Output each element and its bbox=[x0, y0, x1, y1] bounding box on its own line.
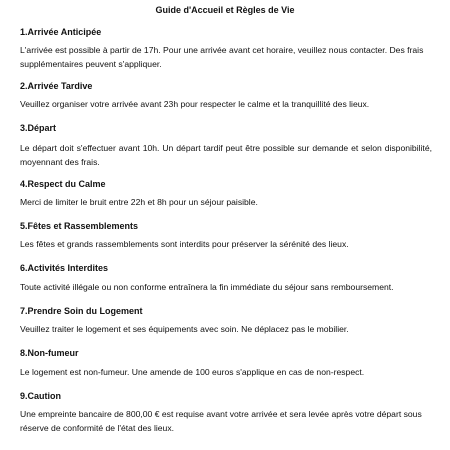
section-heading-arrivee-tardive: 2.Arrivée Tardive bbox=[20, 81, 93, 91]
section-body-prendre-soin: Veuillez traiter le logement et ses équipements avec soin. Ne déplacez pas le mobilier. bbox=[20, 324, 349, 334]
section-heading-fetes: 5.Fêtes et Rassemblements bbox=[20, 221, 139, 231]
section-body-caution: Une empreinte bancaire de 800,00 € est requise avant votre arrivée et sera levée après votre départ sous réserve de conformité de l'état des lieux. bbox=[20, 409, 422, 433]
document-title: Guide d'Accueil et Règles de Vie bbox=[155, 5, 295, 15]
section-body-arrivee-tardive: Veuillez organiser votre arrivée avant 23h pour respecter le calme et la tranquillité des lieux. bbox=[20, 99, 370, 109]
section-heading-prendre-soin: 7.Prendre Soin du Logement bbox=[20, 306, 143, 316]
section-body-non-fumeur: Le logement est non-fumeur. Une amende de 100 euros s'applique en cas de non-respect. bbox=[20, 367, 365, 377]
section-body-depart: Le départ doit s'effectuer avant 10h. Un départ tardif peut être possible sur demande et selon disponibilité, moyennant des frais. bbox=[20, 143, 432, 167]
section-body-arrivee-anticipee: L'arrivée est possible à partir de 17h. Pour une arrivée avant cet horaire, veuillez nous contacter. Des frais supplémentaires peuvent s'appliquer. bbox=[20, 45, 424, 69]
section-heading-depart: 3.Départ bbox=[20, 123, 57, 133]
section-heading-caution: 9.Caution bbox=[20, 391, 62, 401]
section-heading-arrivee-anticipee: 1.Arrivée Anticipée bbox=[20, 27, 102, 37]
section-heading-respect-du-calme: 4.Respect du Calme bbox=[20, 179, 106, 189]
section-body-activites-interdites: Toute activité illégale ou non conforme entraînera la fin immédiate du séjour sans remboursement. bbox=[20, 282, 394, 292]
section-heading-non-fumeur: 8.Non-fumeur bbox=[20, 348, 79, 358]
section-body-respect-du-calme: Merci de limiter le bruit entre 22h et 8h pour un séjour paisible. bbox=[20, 197, 258, 207]
section-heading-activites-interdites: 6.Activités Interdites bbox=[20, 263, 109, 273]
section-body-fetes: Les fêtes et grands rassemblements sont interdits pour préserver la sérénité des lieux. bbox=[20, 239, 349, 249]
